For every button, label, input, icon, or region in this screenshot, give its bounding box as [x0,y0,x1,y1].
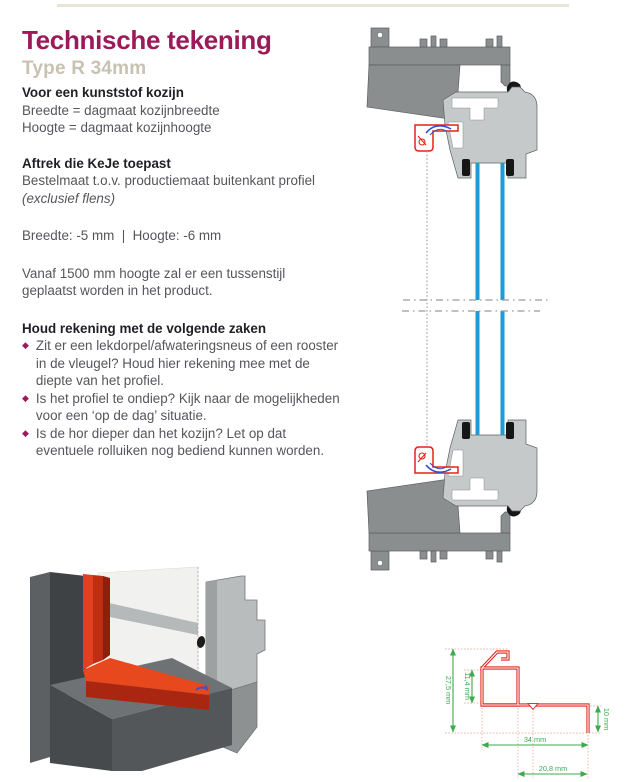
intro-line-breedte: Breedte = dagmaat kozijnbreedte [22,102,220,118]
consideration-text [36,390,370,425]
dimension-11-4: 11,4 mm [463,672,472,700]
consideration-item [22,390,370,425]
dimension-27-5: 27,5 mm [444,675,453,705]
dimension-34: 34 mm [523,735,547,744]
section-kunststof-kozijn [22,84,370,137]
consideration-line: Is de hor dieper dan het kozijn? Let op dat [35,425,287,441]
section-heading: Voor een kunststof kozijn [22,85,184,100]
cross-section-drawing [360,10,625,575]
note-line: Vanaf 1500 mm hoogte zal er een tussenstijl [22,265,286,281]
section-heading: Houd rekening met de volgende zaken [22,320,267,336]
frame-assembly-bottom [367,420,537,570]
intro-line-hoogte: Hoogte = dagmaat kozijnhoogte [22,120,212,135]
dimension-drawing [440,632,625,782]
diamond-bullet-icon: ◆ [22,392,29,403]
section-aandachtspunten [22,320,370,460]
text-column [22,84,370,478]
dimension-arrows [453,649,598,774]
consideration-text [36,337,370,390]
consideration-text [36,425,370,460]
page-title: Technische tekening [22,25,272,55]
note-tussenstijl [22,265,370,300]
diamond-bullet-icon: ◆ [22,340,29,350]
consideration-line: eventuele rolluiken nog bediend kunnen worden. [35,443,325,458]
section-aftrek [22,155,370,208]
dimension-10: 10 mm [602,707,611,731]
diamond-bullet-icon: ◆ [22,427,29,438]
top-rule [57,4,569,7]
aftrek-line-italic: (exclusief flens) [22,190,116,206]
dimension-labels [444,672,611,773]
page-subtitle: Type R 34mm [22,57,147,79]
spring-clip-3d [205,686,208,689]
corner-render-3d [20,565,280,782]
aftrek-values [22,227,370,245]
consideration-item [22,337,370,390]
consideration-line: diepte van het profiel. [35,373,164,388]
profile-outline [482,652,588,733]
frame-screw-hole [377,32,382,37]
consideration-item [22,425,370,460]
glass-panes [478,163,503,435]
extension-lines [445,649,602,779]
dimension-20-8: 20,8 mm [538,764,568,773]
values-line: Breedte: -5 mm | Hoogte: -6 mm [22,228,222,243]
consideration-line: in de vleugel? Houd hier rekening mee met de [35,355,310,371]
consideration-line: Zit er een lekdorpel/afwateringsneus of een rooster [35,338,339,353]
aftrek-line: Bestelmaat t.o.v. productiemaat buitenkant profiel [22,173,316,188]
section-break-lines [402,300,548,311]
document-header [22,26,362,80]
frame-assembly-top [367,28,537,178]
glazing-seal [506,159,514,176]
note-line: geplaatst worden in het product. [22,283,213,298]
consideration-line: voor een ‘op de dag’ situatie. [35,408,207,423]
considerations-list [22,337,370,460]
glazing-seal [462,159,470,176]
section-heading: Aftrek die KeJe toepast [22,155,171,171]
consideration-line: Is het profiel te ondiep? Kijk naar de mogelijkheden [35,390,340,406]
